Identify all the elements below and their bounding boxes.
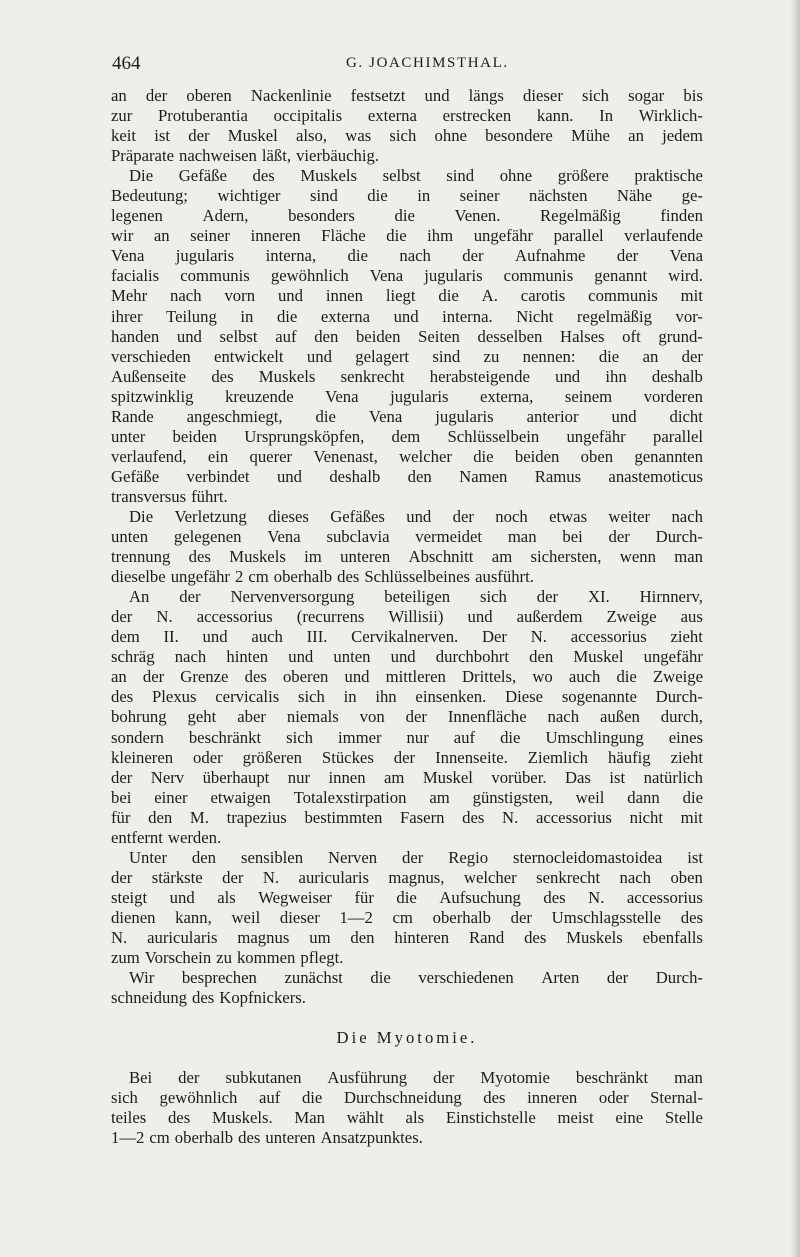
text-line: an der Grenze des oberen und mittleren Drittels, wo auch die Zweige: [111, 667, 703, 687]
text-line: verschieden entwickelt und gelagert sind zu nennen: die an der: [111, 346, 703, 366]
text-line: dienen kann, weil dieser 1—2 cm oberhalb der Umschlagsstelle des: [111, 907, 703, 927]
text-line: Mehr nach vorn und innen liegt die A. carotis communis mit: [111, 286, 703, 306]
text-line: verlaufend, ein querer Venenast, welcher die beiden oben genannten: [111, 446, 703, 466]
text-line: bohrung geht aber niemals von der Innenfläche nach außen durch,: [111, 707, 703, 727]
text-line: trennung des Muskels im unteren Abschnitt am sichersten, wenn man: [111, 547, 703, 567]
text-line: legenen Adern, besonders die Venen. Regelmäßig finden: [111, 206, 703, 226]
page-edge-shadow: [790, 0, 800, 1257]
text-line: unter beiden Ursprungsköpfen, dem Schlüsselbein ungefähr parallel: [111, 426, 703, 446]
text-line: sich gewöhnlich auf die Durchschneidung des inneren oder Sternal-: [111, 1088, 703, 1108]
text-line: kleineren oder größeren Stückes der Innenseite. Ziemlich häufig zieht: [111, 747, 703, 767]
text-line: 1—2 cm oberhalb des unteren Ansatzpunktes.: [111, 1128, 423, 1148]
text-line: des Plexus cervicalis sich in ihn einsenken. Diese sogenannte Durch-: [111, 687, 703, 707]
text-line: an der oberen Nackenlinie festsetzt und längs dieser sich sogar bis: [111, 86, 703, 105]
text-line: Präparate nachweisen läßt, vierbäuchig.: [111, 146, 380, 166]
section-heading: Die Myotomie.: [336, 1028, 478, 1048]
text-line: Wir besprechen zunächst die verschiedenen Arten der Durch-: [129, 968, 703, 988]
text-line: zur Protuberantia occipitalis externa erstrecken kann. In Wirklich-: [111, 106, 703, 126]
text-line: bei einer etwaigen Totalexstirpation am günstigsten, weil dann die: [111, 787, 703, 807]
text-line: transversus führt.: [111, 486, 228, 506]
page-number: 464: [112, 53, 141, 74]
text-line: Bei der subkutanen Ausführung der Myotomie beschränkt man: [129, 1068, 703, 1088]
text-line: schräg nach hinten und unten und durchbohrt den Muskel ungefähr: [111, 647, 703, 667]
body-text: [111, 86, 703, 1148]
text-line: steigt und als Wegweiser für die Aufsuchung des N. accessorius: [111, 887, 703, 907]
text-line: entfernt werden.: [111, 827, 222, 847]
text-line: Gefäße verbindet und deshalb den Namen Ramus anastemoticus: [111, 466, 703, 486]
text-line: ihrer Teilung in die externa und interna. Nicht regelmäßig vor-: [111, 306, 703, 326]
text-line: N. auricularis magnus um den hinteren Rand des Muskels ebenfalls: [111, 927, 703, 947]
text-line: Die Gefäße des Muskels selbst sind ohne größere praktische: [129, 166, 703, 186]
text-line: unten gelegenen Vena subclavia vermeidet man bei der Durch-: [111, 527, 703, 547]
text-line: Rande angeschmiegt, die Vena jugularis anterior und dicht: [111, 406, 703, 426]
text-line: dem II. und auch III. Cervikalnerven. Der N. accessorius zieht: [111, 627, 703, 647]
text-line: schneidung des Kopfnickers.: [111, 988, 306, 1008]
text-line: facialis communis gewöhnlich Vena jugularis communis genannt wird.: [111, 266, 703, 286]
text-line: dieselbe ungefähr 2 cm oberhalb des Schlüsselbeines ausführt.: [111, 567, 534, 587]
text-line: handen und selbst auf den beiden Seiten desselben Halses oft grund-: [111, 326, 703, 346]
text-line: der stärkste der N. auricularis magnus, welcher senkrecht nach oben: [111, 867, 703, 887]
text-line: wir an seiner inneren Fläche die ihm ungefähr parallel verlaufende: [111, 226, 703, 246]
page-header: [112, 53, 692, 77]
text-line: An der Nervenversorgung beteiligen sich der XI. Hirnnerv,: [129, 587, 703, 607]
running-head: G. JOACHIMSTHAL.: [346, 55, 509, 71]
text-line: Außenseite des Muskels senkrecht herabsteigende und ihn deshalb: [111, 366, 703, 386]
text-line: der N. accessorius (recurrens Willisii) und außerdem Zweige aus: [111, 607, 703, 627]
text-line: Vena jugularis interna, die nach der Aufnahme der Vena: [111, 246, 703, 266]
text-line: zum Vorschein zu kommen pflegt.: [111, 948, 344, 968]
text-line: Bedeutung; wichtiger sind die in seiner nächsten Nähe ge-: [111, 186, 703, 206]
text-line: sondern beschränkt sich immer nur auf die Umschlingung eines: [111, 727, 703, 747]
text-line: Die Verletzung dieses Gefäßes und der noch etwas weiter nach: [129, 506, 703, 526]
blank-line: [111, 1048, 703, 1068]
text-line: für den M. trapezius bestimmten Fasern des N. accessorius nicht mit: [111, 807, 703, 827]
text-line: teiles des Muskels. Man wählt als Einstichstelle meist eine Stelle: [111, 1108, 703, 1128]
text-line: spitzwinklig kreuzende Vena jugularis externa, seinem vorderen: [111, 386, 703, 406]
blank-line: [111, 1008, 703, 1028]
text-line: der Nerv überhaupt nur innen am Muskel vorüber. Das ist natürlich: [111, 767, 703, 787]
text-line: keit ist der Muskel also, was sich ohne besondere Mühe an jedem: [111, 126, 703, 146]
text-line: Unter den sensiblen Nerven der Regio sternocleidomastoidea ist: [129, 847, 703, 867]
